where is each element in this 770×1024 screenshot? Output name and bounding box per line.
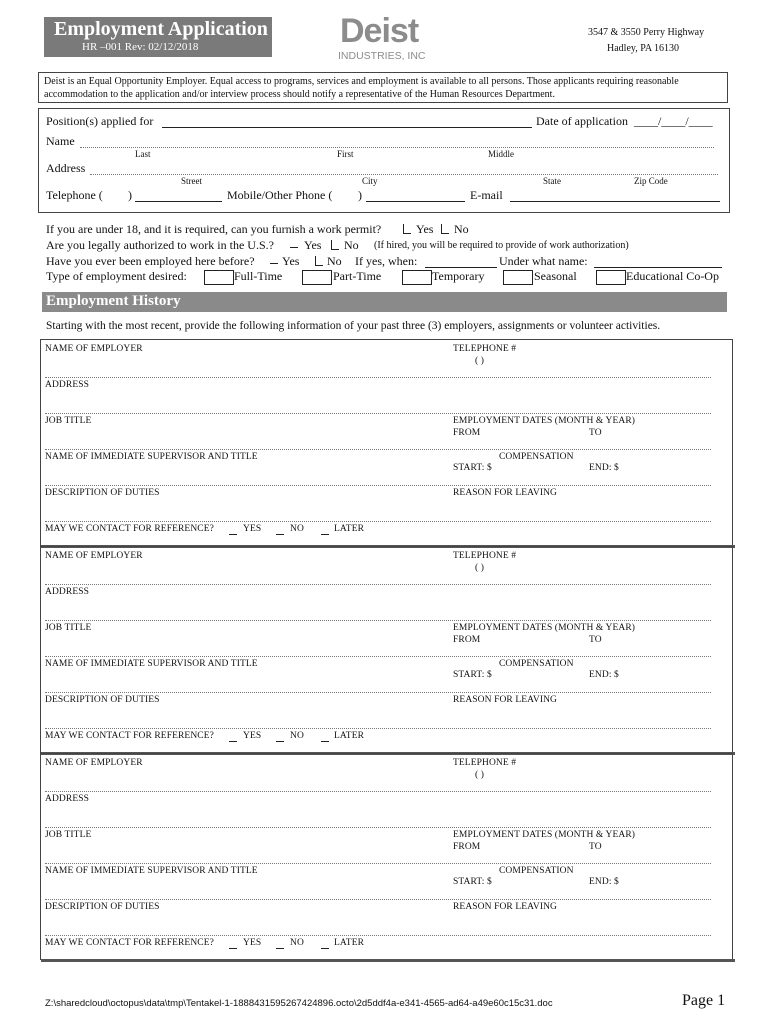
mobile-close: ) <box>358 188 362 202</box>
first-name-caption: First <box>337 149 354 159</box>
company-address-line1: 3547 & 3550 Perry Highway <box>588 27 705 38</box>
address-label: ADDRESS <box>45 794 89 804</box>
compensation-label: COMPENSATION <box>499 659 574 669</box>
employer-name-label: NAME OF EMPLOYER <box>45 551 143 561</box>
document-title: Employment Application <box>54 18 268 40</box>
full-time-label: Full-Time <box>234 269 283 283</box>
to-label: TO <box>589 842 602 852</box>
employed-before-yes-label: Yes <box>282 254 300 268</box>
job-title-label: JOB TITLE <box>45 830 92 840</box>
date-label: Date of application <box>536 114 628 128</box>
position-label: Position(s) applied for <box>46 114 154 128</box>
supervisor-label: NAME OF IMMEDIATE SUPERVISOR AND TITLE <box>45 866 258 876</box>
telephone-parens: ( ) <box>475 356 485 366</box>
contact-yes-label: YES <box>243 938 262 948</box>
employment-dates-label: EMPLOYMENT DATES (MONTH & YEAR) <box>453 623 636 633</box>
middle-name-caption: Middle <box>488 149 514 159</box>
contact-no-label: NO <box>290 524 304 534</box>
employment-history-title: Employment History <box>46 293 181 309</box>
reason-label: REASON FOR LEAVING <box>453 488 558 498</box>
educational-coop-checkbox[interactable] <box>596 270 626 285</box>
telephone-label: TELEPHONE # <box>453 551 517 561</box>
job-title-field[interactable] <box>45 449 711 450</box>
employment-dates-label: EMPLOYMENT DATES (MONTH & YEAR) <box>453 416 636 426</box>
part-time-label: Part-Time <box>333 269 382 283</box>
seasonal-label: Seasonal <box>534 269 577 283</box>
company-logo <box>338 12 438 64</box>
street-caption: Street <box>181 176 202 186</box>
logo-wordmark: Deist <box>340 12 419 50</box>
last-name-caption: Last <box>135 149 151 159</box>
seasonal-checkbox[interactable] <box>503 270 533 285</box>
reason-label: REASON FOR LEAVING <box>453 902 558 912</box>
contact-yes-checkbox[interactable] <box>229 740 237 742</box>
contact-no-checkbox[interactable] <box>276 947 284 949</box>
educational-coop-label: Educational Co-Op <box>626 269 719 283</box>
compensation-label: COMPENSATION <box>499 452 574 462</box>
contact-later-checkbox[interactable] <box>321 947 329 949</box>
employer-name-field[interactable] <box>45 584 711 585</box>
page-number: Page 1 <box>682 992 726 1009</box>
end-pay-label: END: $ <box>589 463 619 473</box>
full-time-checkbox[interactable] <box>204 270 234 285</box>
work-permit-no-label: No <box>454 222 469 236</box>
employed-name-label: Under what name: <box>499 254 588 268</box>
contact-no-checkbox[interactable] <box>276 740 284 742</box>
temporary-checkbox[interactable] <box>402 270 432 285</box>
name-label: Name <box>46 134 75 148</box>
employer-block-2 <box>40 546 733 753</box>
employed-when-field[interactable] <box>425 267 497 268</box>
address-label: ADDRESS <box>45 380 89 390</box>
telephone-parens: ( ) <box>475 770 485 780</box>
contact-no-checkbox[interactable] <box>276 533 284 535</box>
company-address-line2: Hadley, PA 16130 <box>607 43 680 54</box>
city-caption: City <box>362 176 378 186</box>
employer-name-label: NAME OF EMPLOYER <box>45 758 143 768</box>
employed-before-question: Have you ever been employed here before? <box>46 254 255 268</box>
contact-later-label: LATER <box>334 938 365 948</box>
address-field[interactable] <box>90 174 718 175</box>
position-field[interactable] <box>162 127 532 128</box>
employment-type-label: Type of employment desired: <box>46 269 187 283</box>
date-field[interactable]: ____/____/____ <box>634 114 713 128</box>
telephone-label: TELEPHONE # <box>453 344 517 354</box>
from-label: FROM <box>453 842 481 852</box>
address-field[interactable] <box>45 827 711 828</box>
temporary-label: Temporary <box>432 269 485 283</box>
employed-when-label: If yes, when: <box>355 254 418 268</box>
to-label: TO <box>589 428 602 438</box>
job-title-label: JOB TITLE <box>45 416 92 426</box>
start-pay-label: START: $ <box>453 463 492 473</box>
work-permit-no-checkbox[interactable] <box>441 224 449 234</box>
address-label: ADDRESS <box>45 587 89 597</box>
authorized-note: (If hired, you will be required to provide of work authorization) <box>374 240 629 251</box>
supervisor-field[interactable] <box>45 485 711 486</box>
contact-no-label: NO <box>290 731 304 741</box>
supervisor-label: NAME OF IMMEDIATE SUPERVISOR AND TITLE <box>45 452 258 462</box>
job-title-field[interactable] <box>45 863 711 864</box>
revision-label: HR –001 Rev: 02/12/2018 <box>82 41 199 53</box>
contact-yes-checkbox[interactable] <box>229 947 237 949</box>
work-permit-question: If you are under 18, and it is required, can you furnish a work permit? <box>46 222 382 236</box>
employer-name-label: NAME OF EMPLOYER <box>45 344 143 354</box>
authorized-yes-label: Yes <box>304 238 322 252</box>
block-shadow <box>41 959 735 962</box>
contact-yes-label: YES <box>243 731 262 741</box>
title-banner <box>44 17 272 57</box>
mobile-label: Mobile/Other Phone ( <box>227 188 333 202</box>
authorized-no-label: No <box>344 238 359 252</box>
employer-block-1 <box>40 339 733 546</box>
end-pay-label: END: $ <box>589 670 619 680</box>
employer-block-3 <box>40 753 733 960</box>
compensation-label: COMPENSATION <box>499 866 574 876</box>
supervisor-label: NAME OF IMMEDIATE SUPERVISOR AND TITLE <box>45 659 258 669</box>
employed-before-no-checkbox[interactable] <box>315 256 323 266</box>
address-field[interactable] <box>45 620 711 621</box>
part-time-checkbox[interactable] <box>302 270 332 285</box>
contact-later-checkbox[interactable] <box>321 740 329 742</box>
authorized-no-checkbox[interactable] <box>331 240 339 250</box>
duties-label: DESCRIPTION OF DUTIES <box>45 902 160 912</box>
file-path-footer: Z:\sharedcloud\octopus\data\tmp\Tentakel-1-1888431595267424896.octo\2d5ddf4a-e341-4565-ad64-a49e60c15c31.doc <box>45 998 553 1009</box>
contact-later-checkbox[interactable] <box>321 533 329 535</box>
contact-later-label: LATER <box>334 731 365 741</box>
eeo-notice: Deist is an Equal Opportunity Employer. Equal access to programs, services and employment is available to all persons. Those applicants requiring reasonable accommodation to the application and/or interview process should notify a representative of the Human Resources Department. <box>38 72 728 103</box>
contact-question: MAY WE CONTACT FOR REFERENCE? <box>45 524 214 534</box>
state-caption: State <box>543 176 561 186</box>
contact-yes-checkbox[interactable] <box>229 533 237 535</box>
employed-name-field[interactable] <box>594 267 722 268</box>
supervisor-field[interactable] <box>45 692 711 693</box>
employed-before-yes-checkbox[interactable] <box>270 262 278 264</box>
authorized-question: Are you legally authorized to work in the U.S.? <box>46 238 274 252</box>
email-label: E-mail <box>470 188 503 202</box>
duties-field[interactable] <box>45 728 711 729</box>
work-permit-yes-checkbox[interactable] <box>403 224 411 234</box>
zip-caption: Zip Code <box>634 176 668 186</box>
duties-field[interactable] <box>45 935 711 936</box>
telephone-field[interactable] <box>135 201 222 202</box>
employer-name-field[interactable] <box>45 791 711 792</box>
to-label: TO <box>589 635 602 645</box>
telephone-label: Telephone ( <box>46 188 103 202</box>
telephone-parens: ( ) <box>475 563 485 573</box>
employed-before-no-label: No <box>327 254 342 268</box>
from-label: FROM <box>453 635 481 645</box>
contact-no-label: NO <box>290 938 304 948</box>
start-pay-label: START: $ <box>453 670 492 680</box>
contact-later-label: LATER <box>334 524 365 534</box>
address-field[interactable] <box>45 413 711 414</box>
telephone-label: TELEPHONE # <box>453 758 517 768</box>
end-pay-label: END: $ <box>589 877 619 887</box>
work-permit-yes-label: Yes <box>416 222 434 236</box>
job-title-field[interactable] <box>45 656 711 657</box>
logo-subtext: INDUSTRIES, INC <box>338 50 426 62</box>
name-field[interactable] <box>80 147 714 148</box>
reason-label: REASON FOR LEAVING <box>453 695 558 705</box>
telephone-close: ) <box>128 188 132 202</box>
duties-label: DESCRIPTION OF DUTIES <box>45 695 160 705</box>
employment-history-intro: Starting with the most recent, provide the following information of your past three (3) employers, assignments or volunteer activities. <box>46 320 661 332</box>
email-field[interactable] <box>510 201 720 202</box>
employment-history-heading <box>42 292 727 312</box>
mobile-field[interactable] <box>366 201 465 202</box>
duties-field[interactable] <box>45 521 711 522</box>
contact-question: MAY WE CONTACT FOR REFERENCE? <box>45 731 214 741</box>
start-pay-label: START: $ <box>453 877 492 887</box>
from-label: FROM <box>453 428 481 438</box>
authorized-yes-checkbox[interactable] <box>290 246 298 248</box>
duties-label: DESCRIPTION OF DUTIES <box>45 488 160 498</box>
contact-question: MAY WE CONTACT FOR REFERENCE? <box>45 938 214 948</box>
employer-name-field[interactable] <box>45 377 711 378</box>
supervisor-field[interactable] <box>45 899 711 900</box>
job-title-label: JOB TITLE <box>45 623 92 633</box>
contact-yes-label: YES <box>243 524 262 534</box>
employment-dates-label: EMPLOYMENT DATES (MONTH & YEAR) <box>453 830 636 840</box>
address-label: Address <box>46 161 86 175</box>
